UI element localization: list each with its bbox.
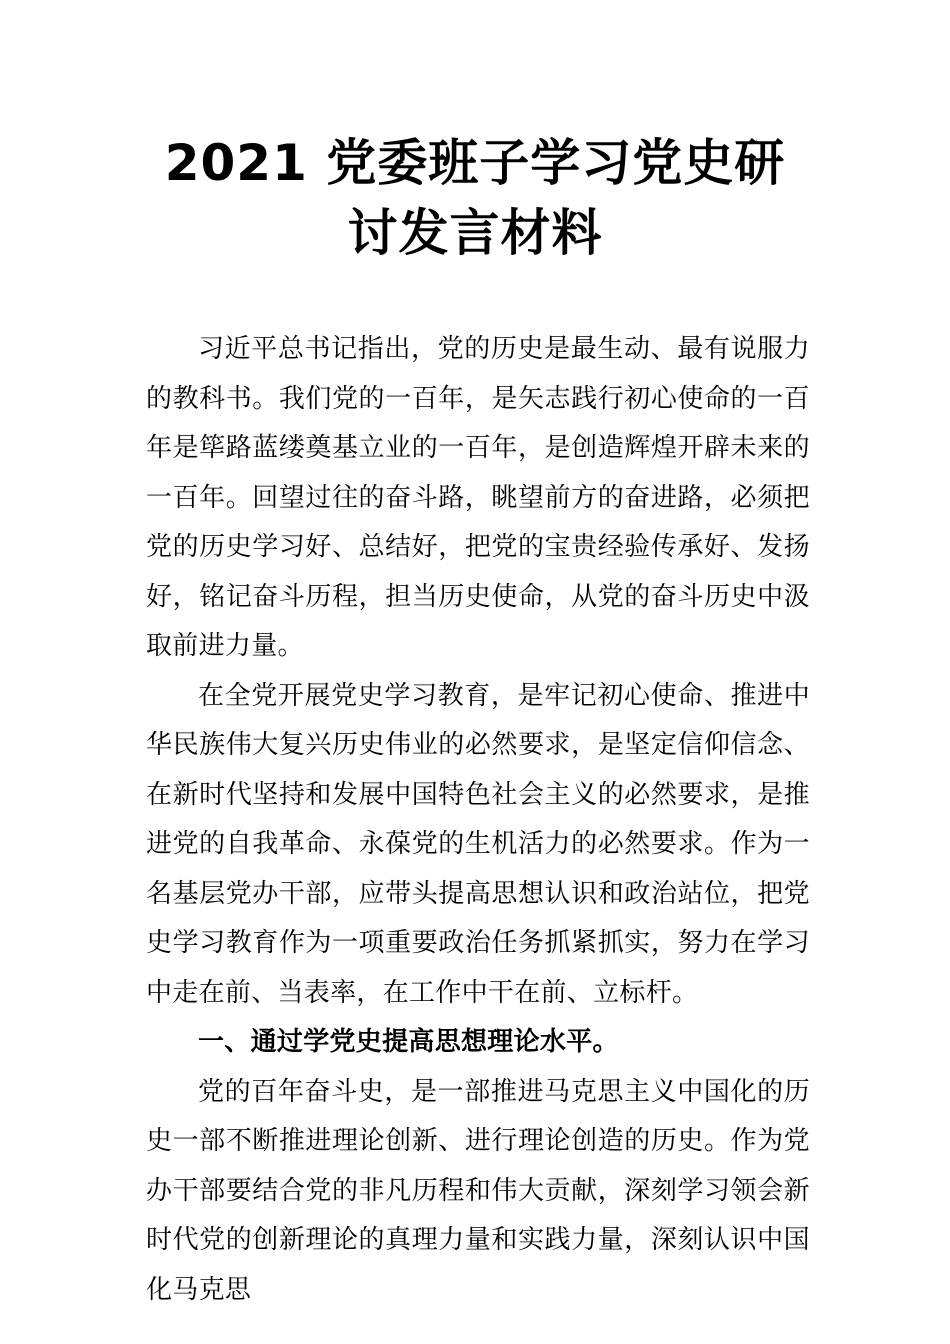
paragraph-theory: 党的百年奋斗史，是一部推进马克思主义中国化的历史一部不断推进理论创新、进行理论创造的历史。作为党办干部要结合党的非凡历程和伟大贡献，深刻学习领会新时代党的创新理论的真理力量和实践力量，深刻认识中国化马克思: [146, 1076, 810, 1305]
paragraph-intro: 习近平总书记指出，党的历史是最生动、最有说服力的教科书。我们党的一百年，是矢志践行初心使命的一百年是筚路蓝缕奠基立业的一百年，是创造辉煌开辟未来的一百年。回望过往的奋斗路，眺望前方的奋进路，必须把党的历史学习好、总结好，把党的宝贵经验传承好、发扬好，铭记奋斗历程，担当历史使命，从党的奋斗历史中汲取前进力量。: [146, 334, 810, 661]
section-heading-1: 一、通过学党史提高思想理论水平。: [198, 1027, 619, 1057]
document-body: [146, 325, 810, 1315]
paragraph-education: 在全党开展党史学习教育，是牢记初心使命、推进中华民族伟大复兴历史伟业的必然要求，是坚定信仰信念、在新时代坚持和发展中国特色社会主义的必然要求，是推进党的自我革命、永葆党的生机活力的必然要求。作为一名基层党办干部，应带头提高思想认识和政治站位，把党史学习教育作为一项重要政治任务抓紧抓实，努力在学习中走在前、当表率，在工作中干在前、立标杆。: [146, 680, 810, 1008]
title-line-1: 2021 党委班子学习党史研: [164, 134, 786, 192]
document-title: [140, 128, 810, 268]
title-line-2: 讨发言材料: [347, 204, 603, 262]
